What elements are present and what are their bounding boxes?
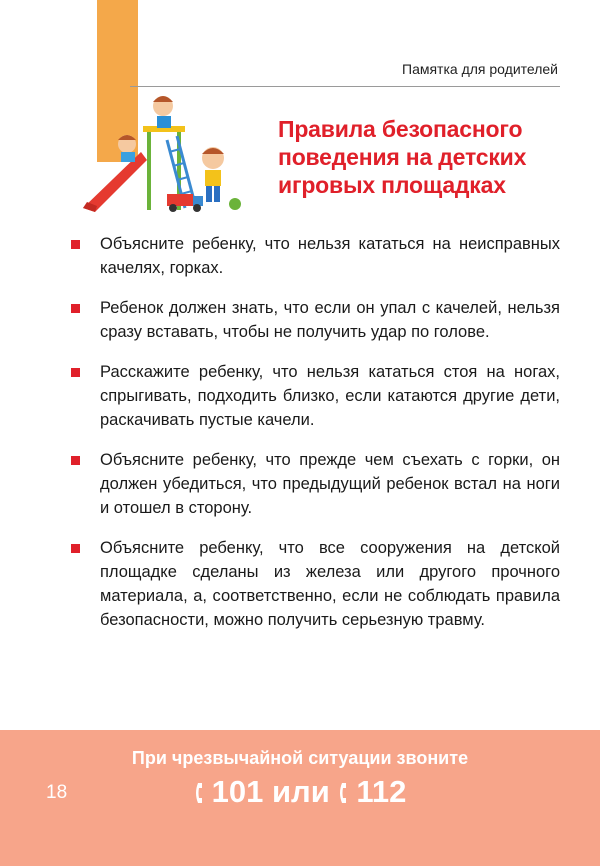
emergency-number-101: 101 — [211, 774, 264, 809]
bullet-square-icon — [71, 368, 80, 377]
playground-illustration — [75, 90, 275, 220]
list-item — [70, 232, 560, 280]
emergency-footer — [0, 730, 600, 866]
page-title — [278, 115, 578, 199]
list-item-text: Объясните ребенку, что прежде чем съехать с горки, он должен убедиться, что предыдущий ребенок встал на ноги и отошел в сторону. — [100, 451, 560, 517]
bullet-square-icon — [71, 304, 80, 313]
page-number: 18 — [46, 782, 68, 803]
title-line: игровых площадках — [278, 172, 506, 198]
list-item-text: Объясните ребенку, что все сооружения на детской площадке сделаны из железа или другого прочного материала, а, соответственно, если не соблюдать правила безопасности, можно получить серьезную травму. — [100, 539, 560, 629]
list-item-text: Ребенок должен знать, что если он упал с качелей, нельзя сразу вставать, чтобы не получить удар по голове. — [100, 299, 560, 341]
title-line: Правила безопасного — [278, 116, 523, 142]
bullet-square-icon — [71, 544, 80, 553]
list-item-text: Объясните ребенку, что нельзя кататься на неисправных качелях, горках. — [100, 235, 560, 277]
list-item — [70, 448, 560, 520]
emergency-number-112: 112 — [356, 774, 407, 809]
header-divider — [130, 86, 560, 87]
title-line: поведения на детских — [278, 144, 527, 170]
bullet-square-icon — [71, 240, 80, 249]
list-item — [70, 296, 560, 344]
bullet-square-icon — [71, 456, 80, 465]
phone-icon — [194, 782, 210, 804]
connector-text: или — [271, 774, 330, 809]
phone-icon — [338, 782, 354, 804]
rules-list — [70, 232, 560, 648]
list-item — [70, 360, 560, 432]
header-label: Памятка для родителей — [402, 61, 558, 77]
list-item — [70, 536, 560, 632]
emergency-numbers — [0, 774, 600, 810]
list-item-text: Расскажите ребенку, что нельзя кататься стоя на ногах, спрыгивать, подходить близко, если катаются другие дети, раскачивать пустые качели. — [100, 363, 560, 429]
emergency-call-text: При чрезвычайной ситуации звоните — [131, 748, 469, 768]
